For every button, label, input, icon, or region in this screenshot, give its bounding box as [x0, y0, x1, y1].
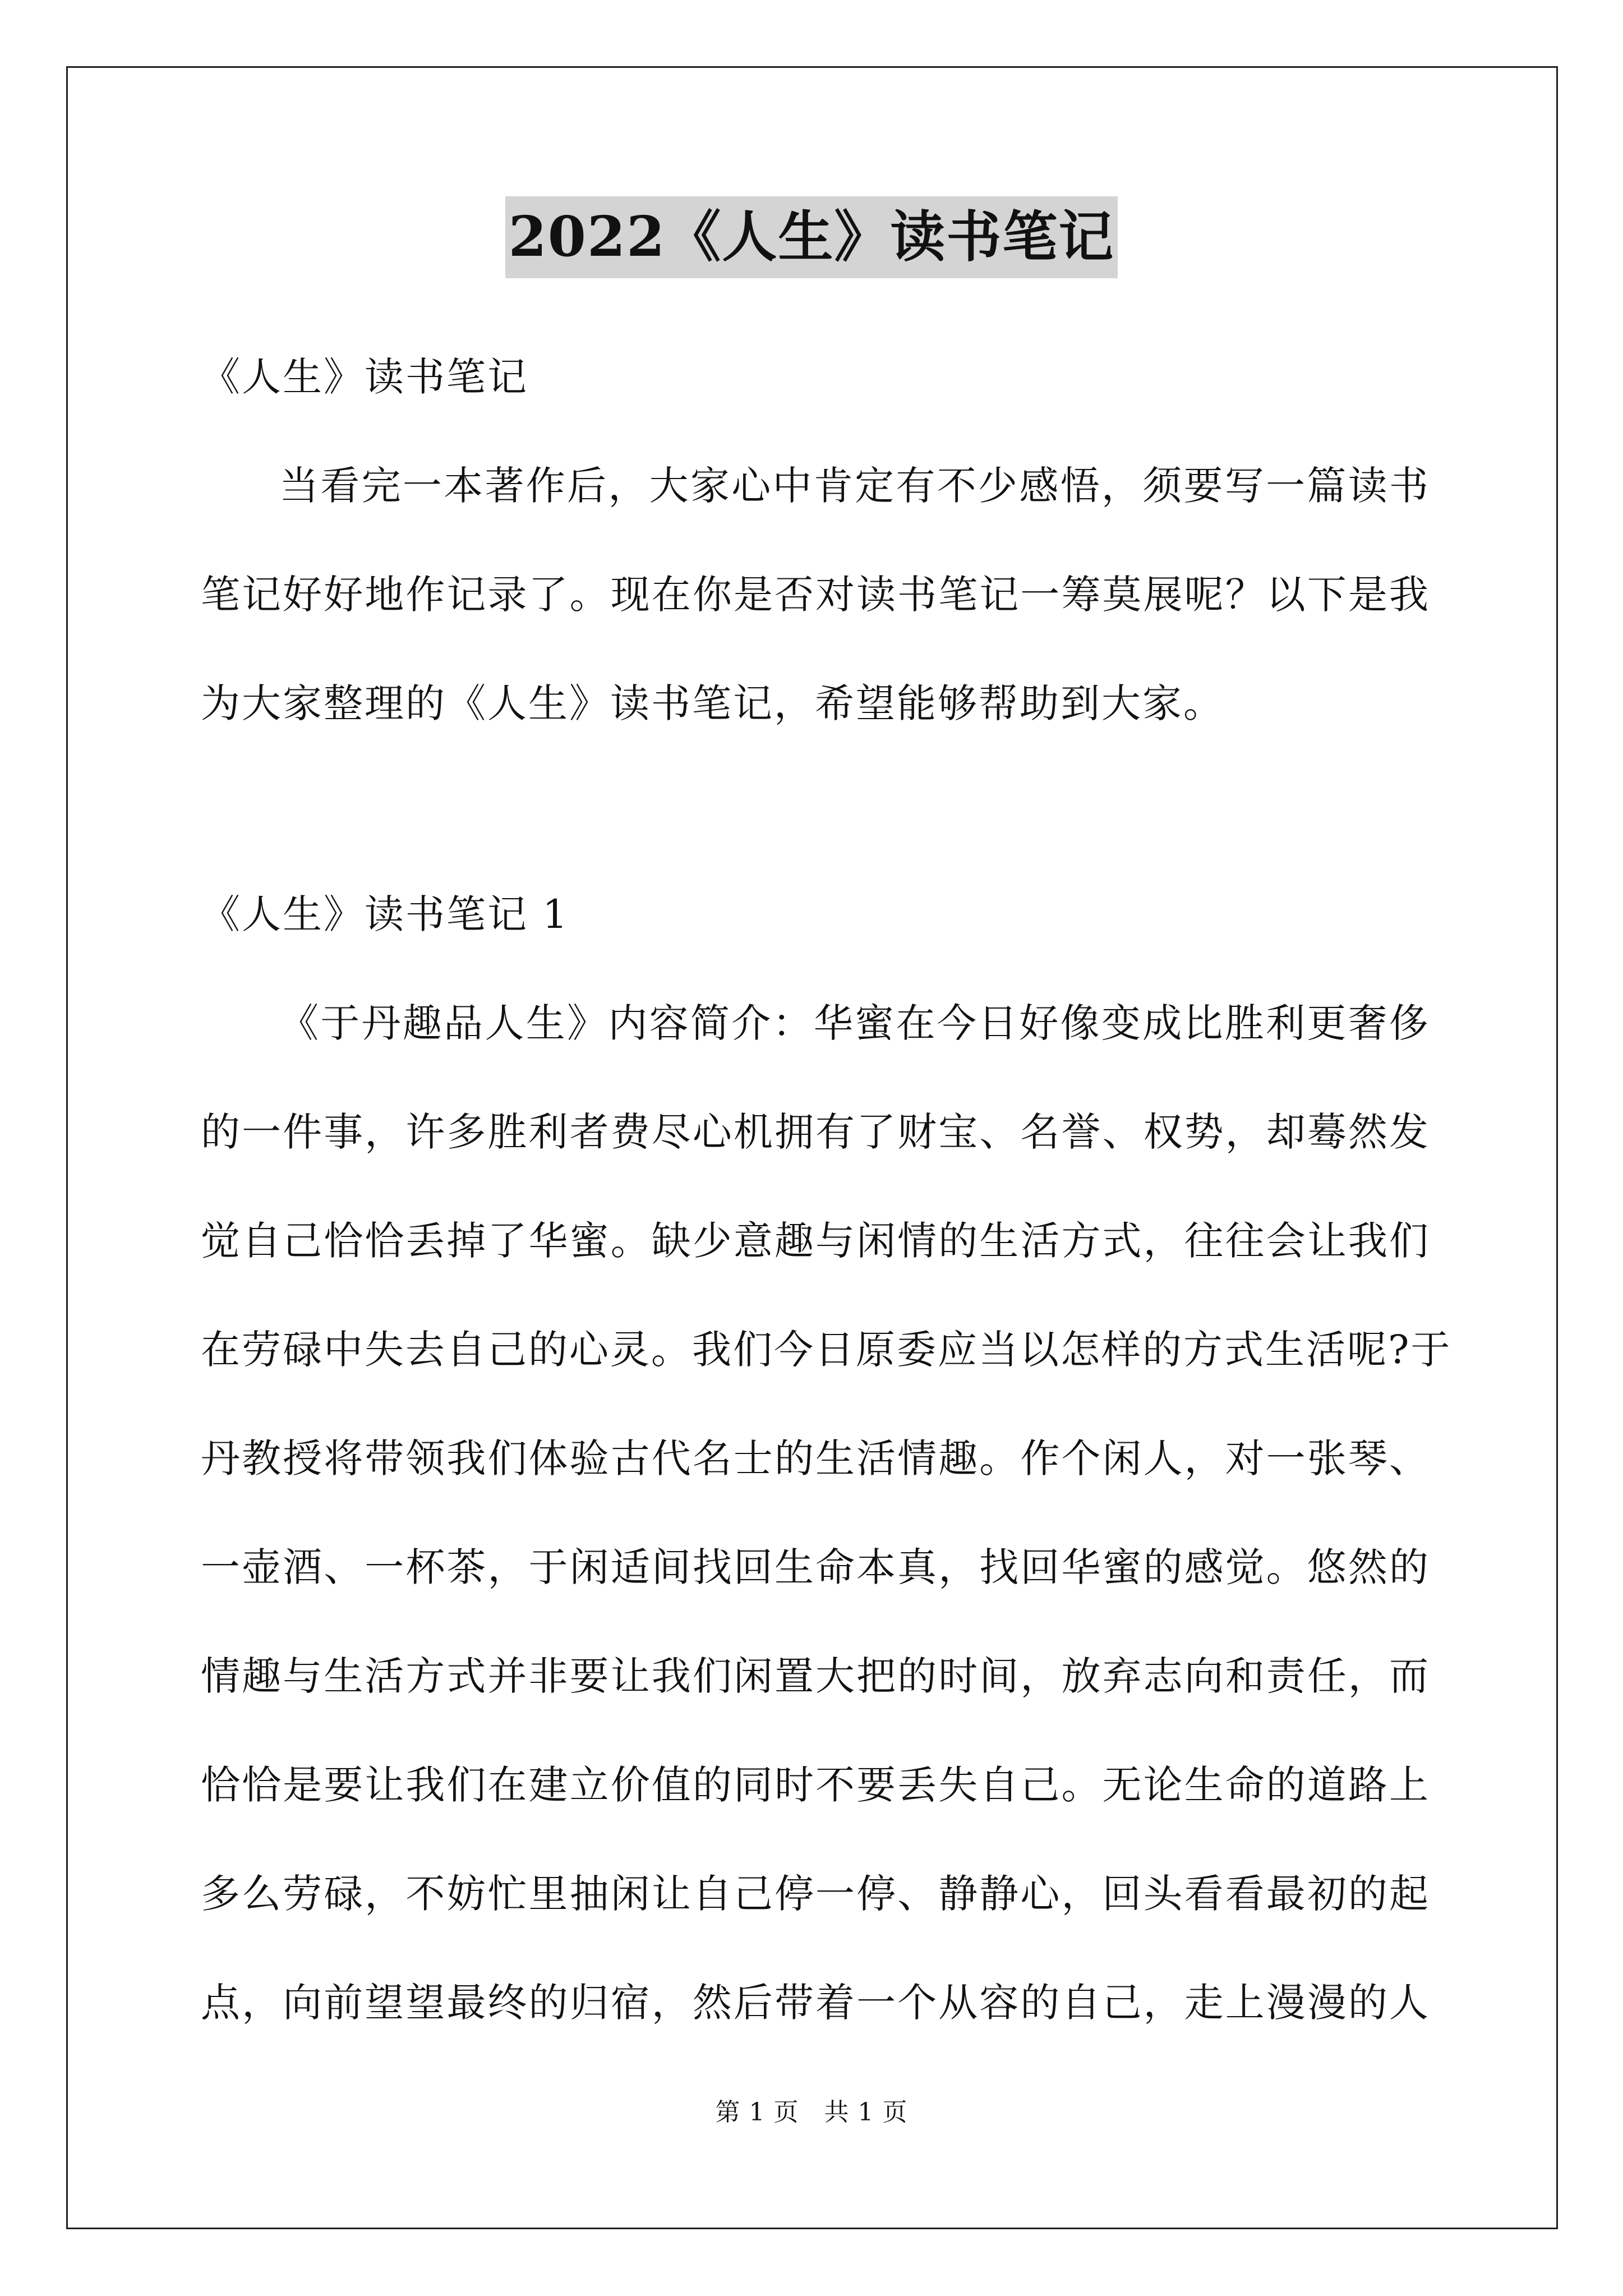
body-line-3: 觉自己恰恰丢掉了华蜜。缺少意趣与闲情的生活方式，往往会让我们	[201, 1218, 1430, 1264]
page-footer	[0, 2097, 1623, 2128]
body-line-8: 恰恰是要让我们在建立价值的同时不要丢失自己。无论生命的道路上	[201, 1762, 1430, 1808]
body-line-7: 情趣与生活方式并非要让我们闲置大把的时间，放弃志向和责任，而	[201, 1653, 1430, 1699]
intro-line-2: 笔记好好地作记录了。现在你是否对读书笔记一筹莫展呢？以下是我	[201, 572, 1430, 618]
document-title	[0, 196, 1623, 280]
intro-line-3: 为大家整理的《人生》读书笔记，希望能够帮助到大家。	[201, 680, 1224, 726]
intro-line-1: 当看完一本著作后，大家心中肯定有不少感悟，须要写一篇读书	[279, 463, 1430, 509]
body-line-5: 丹教授将带领我们体验古代名士的生活情趣。作个闲人，对一张琴、	[201, 1435, 1430, 1481]
body-line-4: 在劳碌中失去自己的心灵。我们今日原委应当以怎样的方式生活呢?于	[201, 1327, 1452, 1373]
document-title-text: 2022《人生》读书笔记	[505, 196, 1118, 278]
subtitle: 《人生》读书笔记	[201, 354, 528, 400]
page-number-label: 第 1 页 共 1 页	[715, 2098, 908, 2127]
body-line-6: 一壶酒、一杯茶，于闲适间找回生命本真，找回华蜜的感觉。悠然的	[201, 1544, 1430, 1590]
body-line-1: 《于丹趣品人生》内容简介：华蜜在今日好像变成比胜利更奢侈	[279, 1000, 1430, 1046]
body-line-2: 的一件事，许多胜利者费尽心机拥有了财宝、名誉、权势，却蓦然发	[201, 1109, 1430, 1155]
body-line-10: 点，向前望望最终的归宿，然后带着一个从容的自己，走上漫漫的人	[201, 1980, 1430, 2026]
body-line-9: 多么劳碌，不妨忙里抽闲让自己停一停、静静心，回头看看最初的起	[201, 1871, 1430, 1917]
section-heading: 《人生》读书笔记 1	[201, 891, 569, 937]
